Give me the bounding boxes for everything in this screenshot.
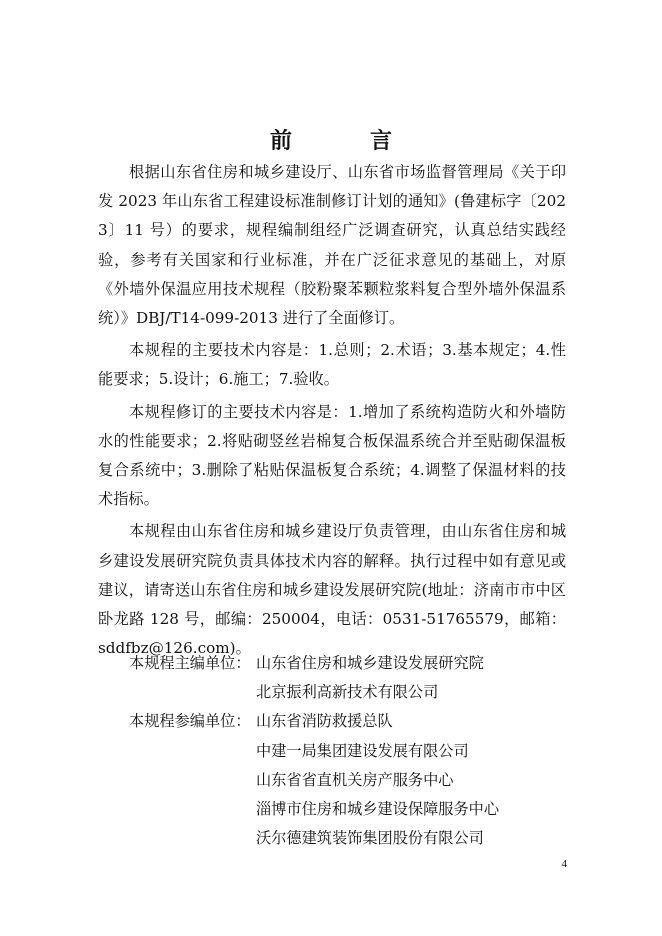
- preface-body: [98, 158, 566, 665]
- chief-unit-row: [98, 649, 566, 678]
- participating-unit-row: [98, 707, 566, 736]
- participating-unit-row: [98, 795, 566, 824]
- participating-unit-row: [98, 824, 566, 853]
- participating-unit-name: 淄博市住房和城乡建设保障服务中心: [256, 799, 499, 818]
- paragraph-revision-content: 本规程修订的主要技术内容是：1.增加了系统构造防火和外墙防水的性能要求；2.将贴砌竖丝岩棉复合板保温系统合并至贴砌保温板复合系统中；3.删除了粘贴保温板复合系统；4.调整了保温材料的技术指标。: [98, 402, 566, 509]
- paragraph-management: 本规程由山东省住房和城乡建设厅负责管理，由山东省住房和城乡建设发展研究院负责具体技术内容的解释。执行过程中如有意见或建议，请寄送山东省住房和城乡建设发展研究院(地址：济南市市中区卧龙路 128 号，邮编：250004，电话：0531-51765579，邮箱：sddfbz@126.com)。: [98, 522, 566, 658]
- participating-unit-name: 中建一局集团建设发展有限公司: [256, 741, 469, 760]
- page-title: 前 言: [269, 128, 420, 154]
- participating-units-label: 本规程参编单位：: [129, 712, 251, 731]
- chief-unit-row: [98, 678, 566, 707]
- paragraph-basis: 根据山东省住房和城乡建设厅、山东省市场监督管理局《关于印发 2023 年山东省工程建设标准制修订计划的通知》(鲁建标字〔2023〕11 号）的要求，规程编制组经广泛调查研究，认真总结实践经验，参考有关国家和行业标准，并在广泛征求意见的基础上，对原《外墙外保温应用技术规程（胶粉聚苯颗粒浆料复合型外墙外保温系统）》DBJ/T14-099-2013 进行了全面修订。: [98, 163, 566, 328]
- participating-unit-row: [98, 766, 566, 795]
- page-number: 4: [561, 858, 567, 870]
- chief-unit-name: 山东省住房和城乡建设发展研究院: [256, 654, 484, 672]
- chief-unit-name: 北京振利高新技术有限公司: [256, 683, 439, 702]
- paragraph-main-content: 本规程的主要技术内容是：1.总则；2.术语；3.基本规定；4.性能要求；5.设计；6.施工；7.验收。: [98, 341, 566, 389]
- participating-unit-name: 山东省省直机关房产服务中心: [256, 770, 454, 789]
- editing-units: [98, 649, 566, 853]
- participating-unit-name: 山东省消防救援总队: [256, 712, 393, 731]
- chief-units-label: 本规程主编单位：: [129, 654, 251, 672]
- participating-unit-name: 沃尔德建筑装饰集团股份有限公司: [256, 829, 484, 848]
- participating-unit-row: [98, 737, 566, 766]
